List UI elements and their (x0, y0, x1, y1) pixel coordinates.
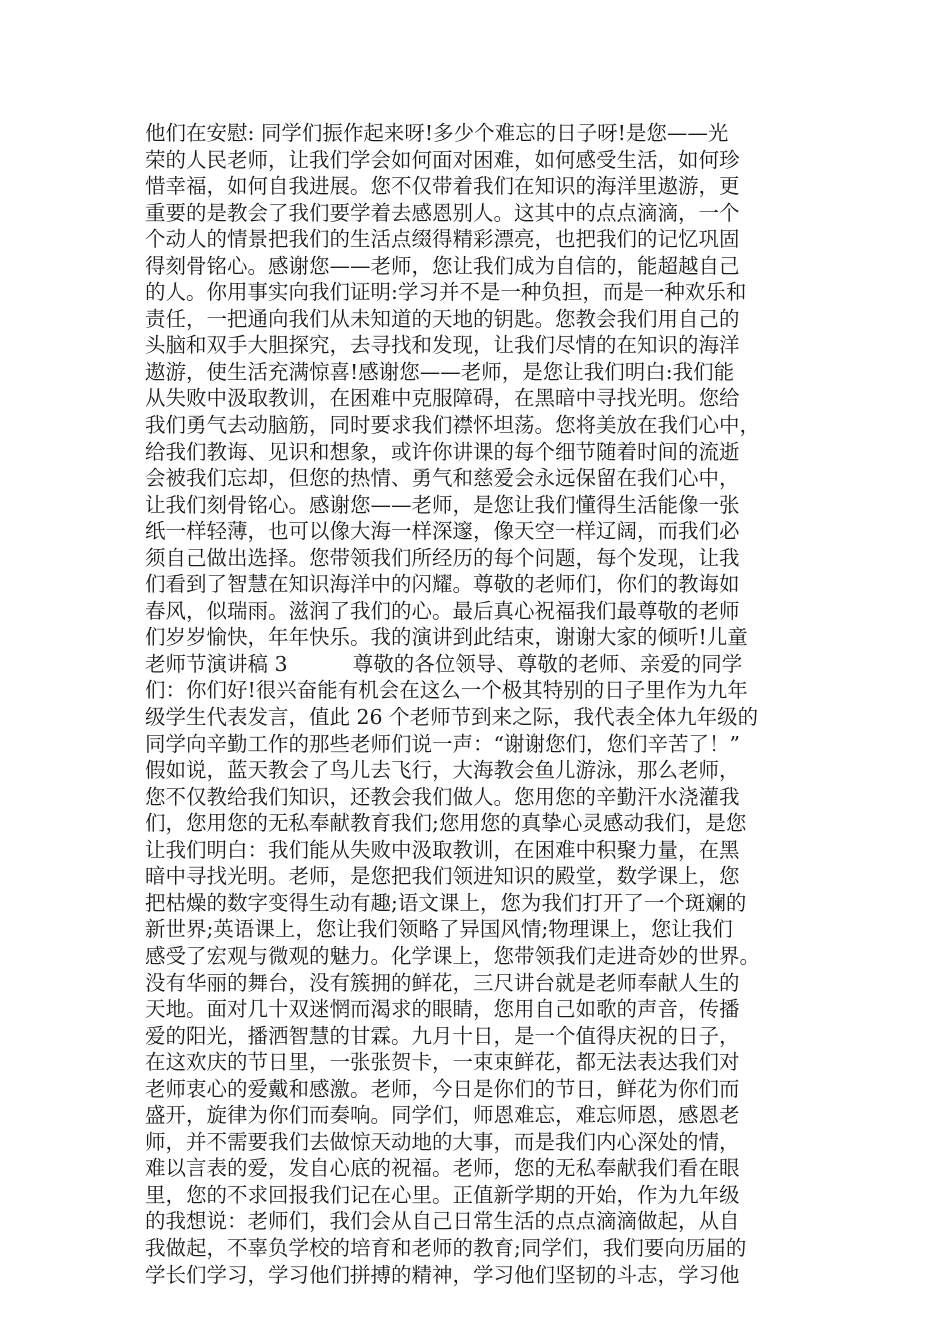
text-line: 荣的人民老师，让我们学会如何面对困难，如何感受生活，如何珍 (145, 147, 740, 172)
text-line: 给我们教诲、见识和想象，或许你讲课的每个细节随着时间的流逝 (145, 439, 740, 464)
text-line: 们岁岁愉快，年年快乐。我的演讲到此结束，谢谢大家的倾听!儿童 (145, 625, 748, 650)
text-line: 天地。面对几十双迷惘而渴求的眼睛，您用自己如歌的声音，传播 (145, 997, 740, 1022)
text-line: 里，您的不求回报我们记在心里。正值新学期的开始，作为九年级 (145, 1182, 740, 1207)
text-line: 我做起，不辜负学校的培育和老师的教育;同学们，我们要向历届的 (145, 1235, 747, 1260)
text-line: 老师节演讲稿 3 尊敬的各位领导、尊敬的老师、亲爱的同学 (145, 651, 743, 676)
text-line: 们，您用您的无私奉献教育我们;您用您的真挚心灵感动我们，是您 (145, 811, 747, 836)
text-line: 的人。你用事实向我们证明:学习并不是一种负担，而是一种欢乐和 (145, 280, 747, 305)
text-line: 暗中寻找光明。老师，是您把我们领进知识的殿堂，数学课上，您 (145, 864, 740, 889)
text-line: 老师衷心的爱戴和感激。老师，今日是你们的节日，鲜花为你们而 (145, 1076, 740, 1101)
text-line: 个动人的情景把我们的生活点缀得精彩漂亮，也把我们的记忆巩固 (145, 227, 740, 252)
text-line: 遨游，使生活充满惊喜!感谢您——老师，是您让我们明白:我们能 (145, 359, 735, 384)
text-line: 同学向辛勤工作的那些老师们说一声：“谢谢您们，您们辛苦了！” (145, 731, 740, 756)
text-line: 责任，一把通向我们从未知道的天地的钥匙。您教会我们用自己的 (145, 306, 740, 331)
body-text (145, 120, 825, 1288)
text-line: 级学生代表发言，值此 26 个老师节到来之际，我代表全体九年级的 (145, 705, 759, 730)
text-line: 在这欢庆的节日里，一张张贺卡，一束束鲜花，都无法表达我们对 (145, 1050, 740, 1075)
text-line: 您不仅教给我们知识，还教会我们做人。您用您的辛勤汗水浇灌我 (145, 784, 740, 809)
text-line: 他们在安慰: 同学们振作起来呀!多少个难忘的日子呀!是您——光 (145, 121, 729, 145)
text-line: 头脑和双手大胆探究，去寻找和发现，让我们尽情的在知识的海洋 (145, 333, 740, 358)
text-line: 假如说，蓝天教会了鸟儿去飞行，大海教会鱼儿游泳，那么老师， (145, 758, 740, 783)
text-line: 惜幸福，如何自我进展。您不仅带着我们在知识的海洋里遨游，更 (145, 174, 740, 199)
text-line: 的我想说：老师们，我们会从自己日常生活的点点滴滴做起，从自 (145, 1209, 740, 1234)
text-line: 们看到了智慧在知识海洋中的闪耀。尊敬的老师们，你们的教诲如 (145, 572, 740, 597)
text-line: 感受了宏观与微观的魅力。化学课上，您带领我们走进奇妙的世界。 (145, 943, 760, 968)
text-line: 没有华丽的舞台，没有簇拥的鲜花，三尺讲台就是老师奉献人生的 (145, 970, 740, 995)
text-line: 新世界;英语课上，您让我们领略了异国风情;物理课上，您让我们 (145, 917, 733, 942)
text-line: 会被我们忘却，但您的热情、勇气和慈爱会永远保留在我们心中， (145, 466, 740, 491)
text-line: 师，并不需要我们去做惊天动地的大事，而是我们内心深处的情， (145, 1129, 740, 1154)
text-line: 重要的是教会了我们要学着去感恩别人。这其中的点点滴滴，一个 (145, 200, 740, 225)
text-line: 把枯燥的数字变得生动有趣;语文课上，您为我们打开了一个斑斓的 (145, 890, 747, 915)
text-line: 我们勇气去动脑筋，同时要求我们襟怀坦荡。您将美放在我们心中， (145, 413, 760, 438)
text-line: 让我们明白：我们能从失败中汲取教训，在困难中积聚力量，在黑 (145, 837, 740, 862)
text-line: 让我们刻骨铭心。感谢您——老师，是您让我们懂得生活能像一张 (145, 492, 740, 517)
text-line: 春风，似瑞雨。滋润了我们的心。最后真心祝福我们最尊敬的老师 (145, 598, 740, 623)
text-line: 从失败中汲取教训，在困难中克服障碍，在黑暗中寻找光明。您给 (145, 386, 740, 411)
text-line: 难以言表的爱，发自心底的祝福。老师，您的无私奉献我们看在眼 (145, 1156, 740, 1181)
text-line: 须自己做出选择。您带领我们所经历的每个问题，每个发现，让我 (145, 545, 740, 570)
text-line: 纸一样轻薄，也可以像大海一样深邃，像天空一样辽阔，而我们必 (145, 519, 740, 544)
text-line: 爱的阳光，播洒智慧的甘霖。九月十日，是一个值得庆祝的日子， (145, 1023, 740, 1048)
text-line: 盛开，旋律为你们而奏响。同学们，师恩难忘，难忘师恩，感恩老 (145, 1103, 740, 1128)
text-line: 学长们学习，学习他们拼搏的精神，学习他们坚韧的斗志，学习他 (145, 1262, 740, 1287)
text-line: 得刻骨铭心。感谢您——老师，您让我们成为自信的，能超越自己 (145, 253, 740, 278)
text-line: 们：你们好!很兴奋能有机会在这么一个极其特别的日子里作为九年 (145, 678, 748, 703)
